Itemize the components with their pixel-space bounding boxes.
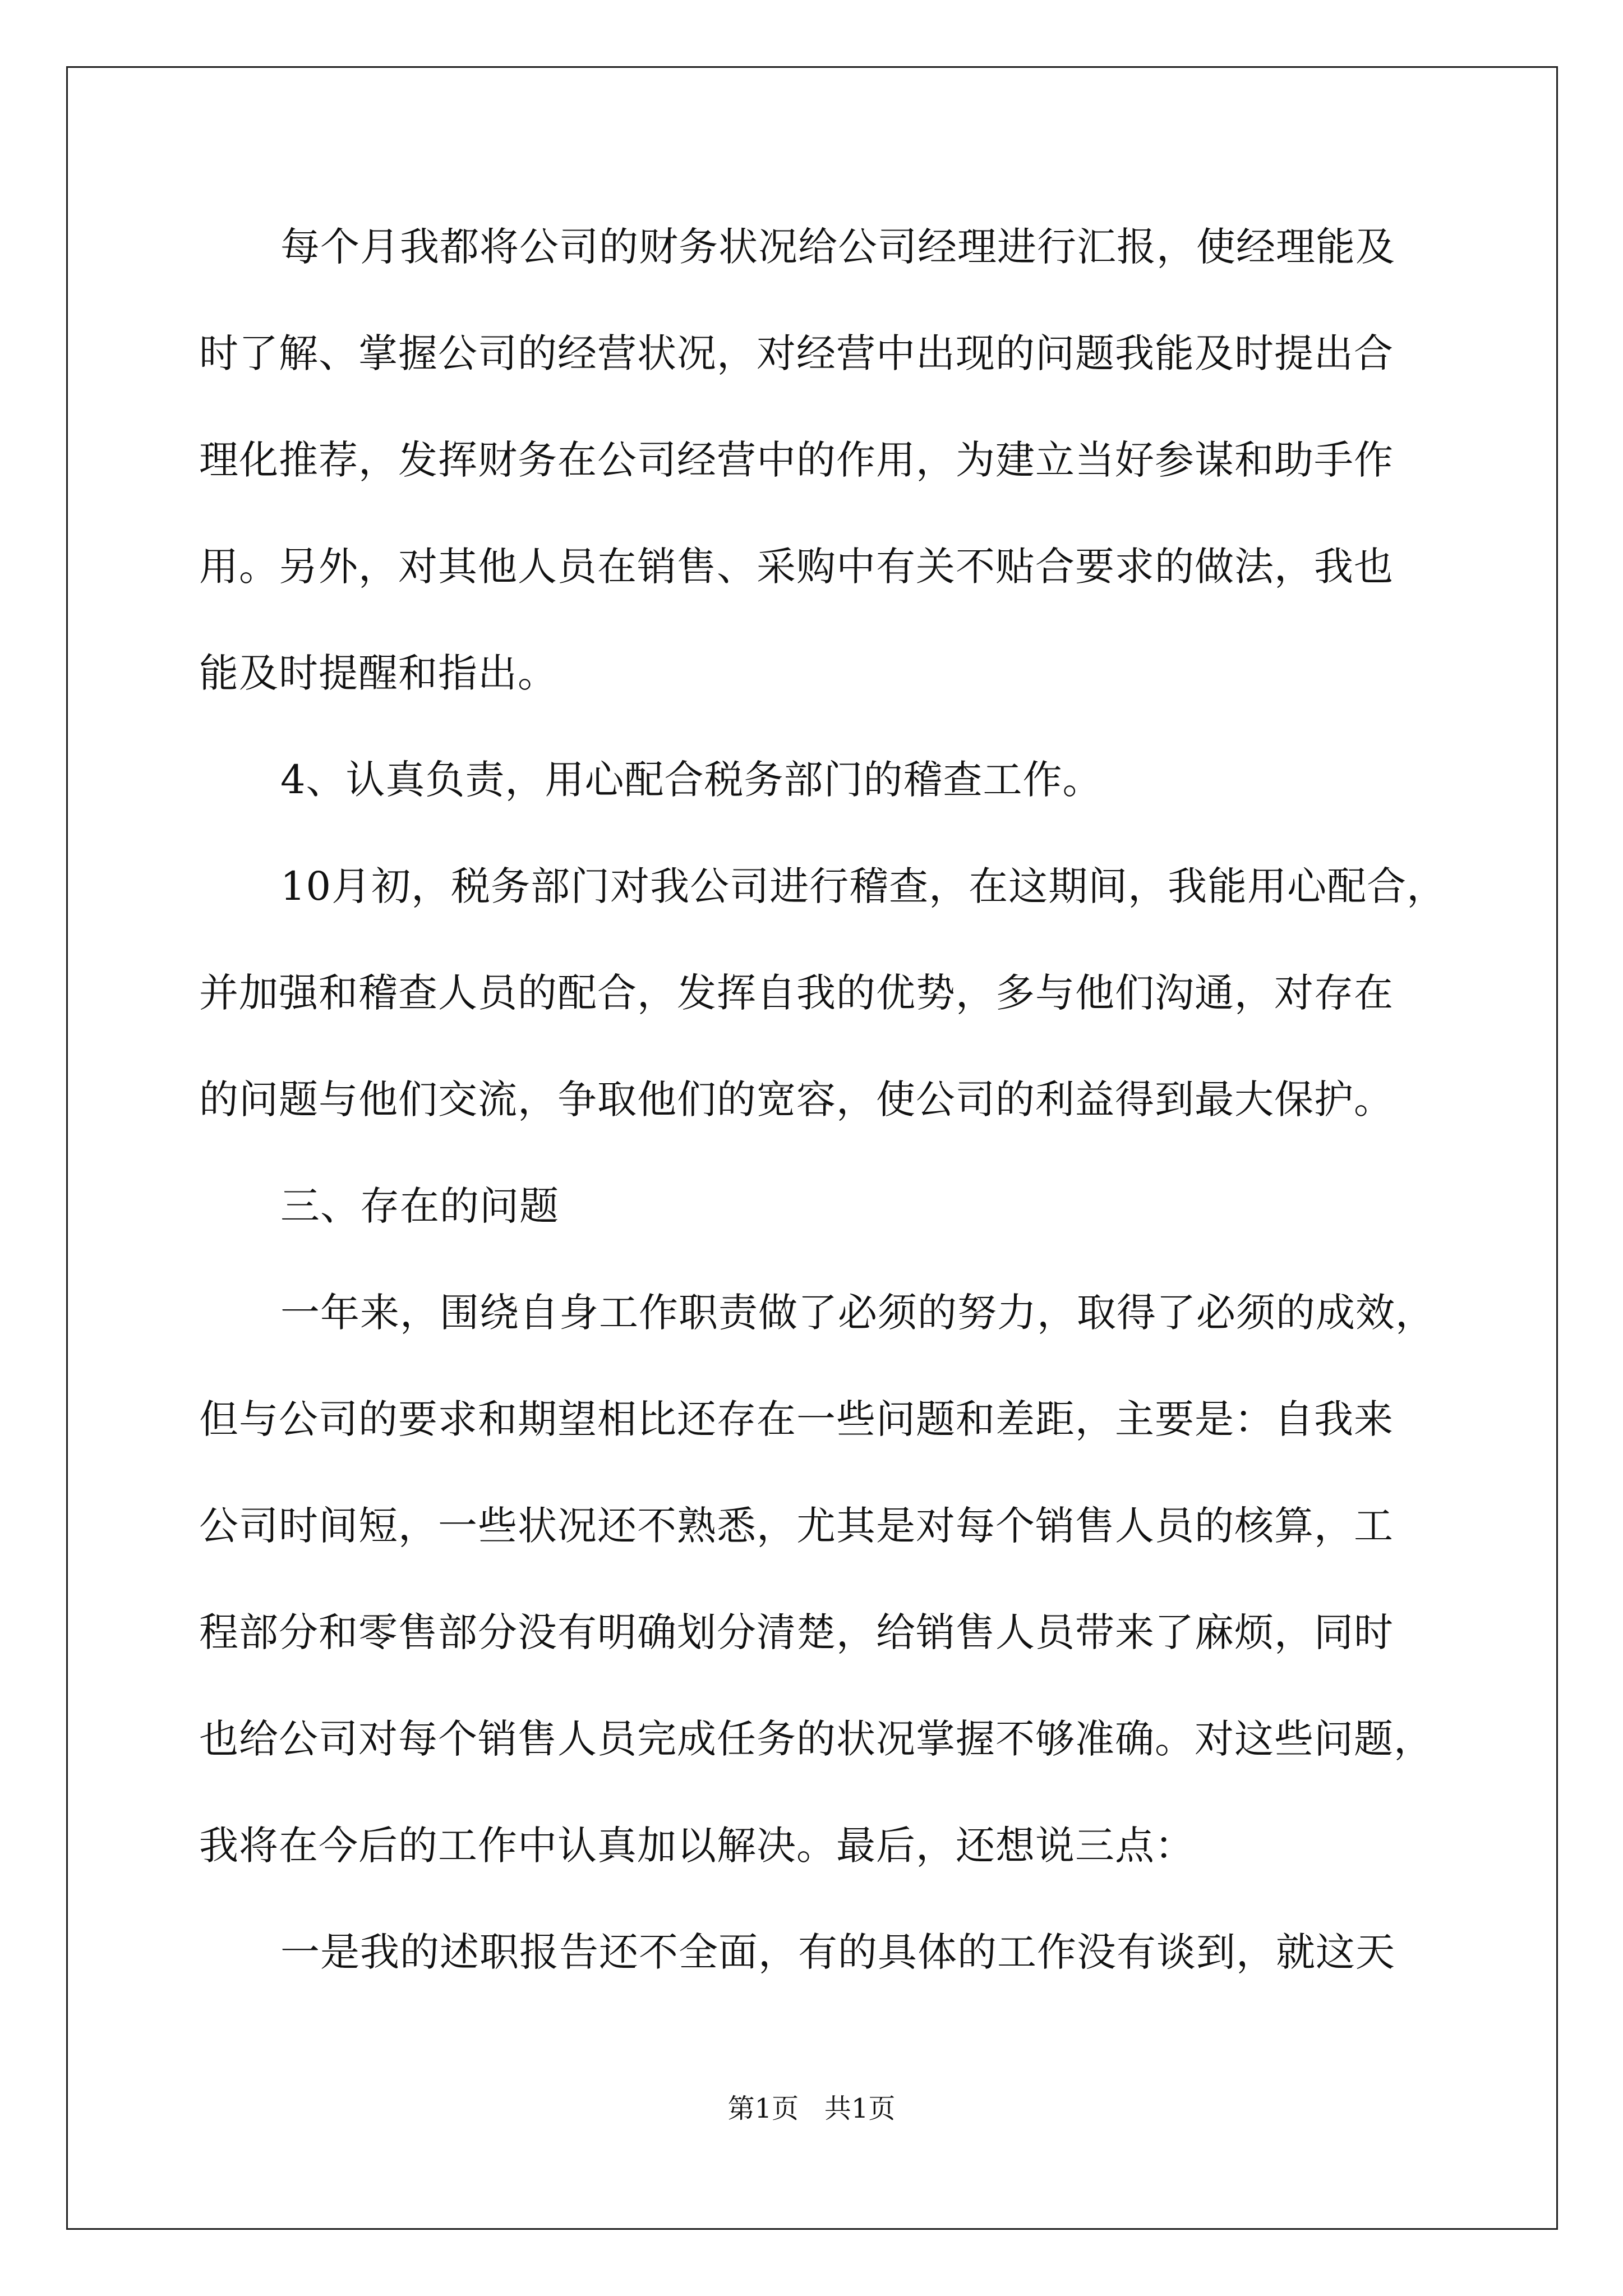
section-heading: 三、存在的问题 bbox=[280, 1183, 559, 1229]
paragraph-line: 但与公司的要求和期望相比还存在一些问题和差距，主要是：自我来 bbox=[199, 1396, 1394, 1442]
paragraph-line: 时了解、掌握公司的经营状况，对经营中出现的问题我能及时提出合 bbox=[199, 330, 1394, 376]
paragraph-line: 公司时间短，一些状况还不熟悉，尤其是对每个销售人员的核算，工 bbox=[199, 1503, 1394, 1549]
paragraph-line: 理化推荐，发挥财务在公司经营中的作用，为建立当好参谋和助手作 bbox=[199, 437, 1394, 483]
page-border bbox=[66, 66, 1558, 2230]
paragraph-line: 一是我的述职报告还不全面，有的具体的工作没有谈到，就这天 bbox=[280, 1929, 1395, 1975]
paragraph-line: 程部分和零售部分没有明确划分清楚，给销售人员带来了麻烦，同时 bbox=[199, 1609, 1394, 1655]
paragraph-line: 10月初，税务部门对我公司进行稽查，在这期间，我能用心配合， bbox=[280, 863, 1447, 909]
paragraph-line: 我将在今后的工作中认真加以解决。最后，还想说三点： bbox=[199, 1823, 1195, 1869]
paragraph-line: 也给公司对每个销售人员完成任务的状况掌握不够准确。对这些问题， bbox=[199, 1716, 1433, 1762]
paragraph-line: 的问题与他们交流，争取他们的宽容，使公司的利益得到最大保护。 bbox=[199, 1076, 1394, 1122]
paragraph-line: 用。另外，对其他人员在销售、采购中有关不贴合要求的做法，我也 bbox=[199, 544, 1394, 590]
paragraph-line: 一年来，围绕自身工作职责做了必须的努力，取得了必须的成效， bbox=[280, 1290, 1435, 1336]
page-footer: 第1页 共1页 bbox=[727, 2093, 896, 2124]
paragraph-line: 每个月我都将公司的财务状况给公司经理进行汇报，使经理能及 bbox=[280, 224, 1395, 270]
paragraph-line: 并加强和稽查人员的配合，发挥自我的优势，多与他们沟通，对存在 bbox=[199, 970, 1394, 1016]
paragraph-line: 4、认真负责，用心配合税务部门的稽查工作。 bbox=[280, 757, 1103, 803]
paragraph-line: 能及时提醒和指出。 bbox=[199, 650, 557, 696]
